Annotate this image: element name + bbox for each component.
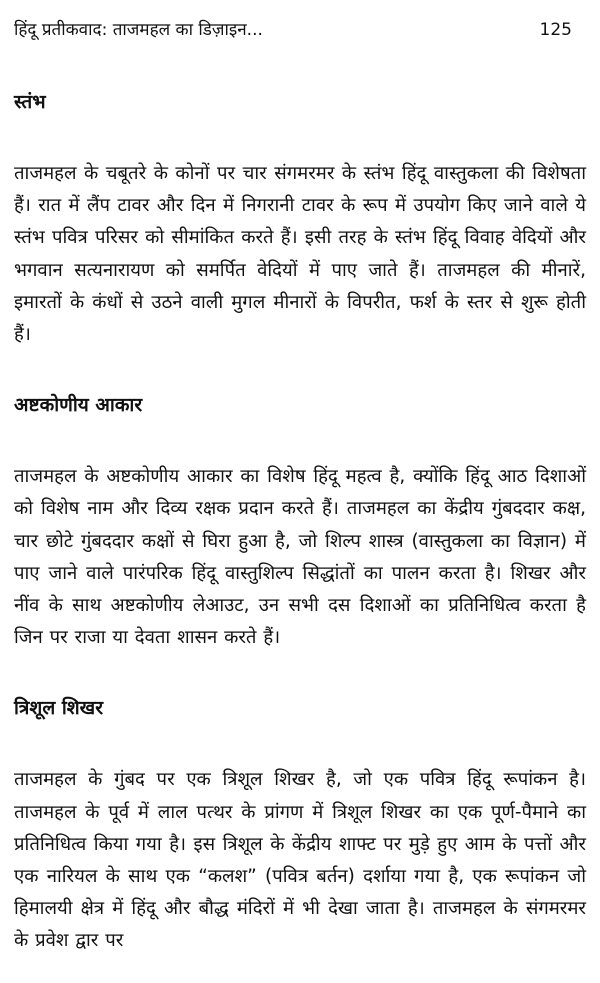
section-trident-pinnacle [14,694,586,957]
section-paragraph: ताजमहल के चबूतरे के कोनों पर चार संगमरमर के स्तंभ हिंदू वास्तुकला की विशेषता हैं। रात में लैंप टावर और दिन में निगरानी टावर के रूप में उपयोग किए जाने वाले ये स्तंभ पवित्र परिसर को सीमांकित करते हैं। इसी तरह के स्तंभ हिंदू विवाह वेदियों और भगवान सत्यनारायण को समर्पित वेदियों में पाए जाते हैं। ताजमहल की मीनारें, इमारतों के कंधों से उठने वाली मुगल मीनारों के विपरीत, फर्श के स्तर से शुरू होती हैं। [14,163,586,346]
section-octagonal-shape [14,391,586,654]
section-heading: अष्टकोणीय आकार [14,394,143,417]
section-paragraph: ताजमहल के अष्टकोणीय आकार का विशेष हिंदू महत्व है, क्योंकि हिंदू आठ दिशाओं को विशेष नाम और दिव्य रक्षक प्रदान करते हैं। ताजमहल का केंद्रीय गुंबददार कक्ष, चार छोटे गुंबददार कक्षों से घिरा हुआ है, जो शिल्प शास्त्र (वास्तुकला का विज्ञान) में पाए जाने वाले पारंपरिक हिंदू वास्तुशिल्प सिद्धांतों का पालन करता है। शिखर और नींव के साथ अष्टकोणीय लेआउट, उन सभी दस दिशाओं का प्रतिनिधित्व करता है जिन पर राजा या देवता शासन करते हैं। [14,466,586,649]
section-heading: त्रिशूल शिखर [14,697,103,720]
section-pillars [14,88,586,351]
section-paragraph: ताजमहल के गुंबद पर एक त्रिशूल शिखर है, जो एक पवित्र हिंदू रूपांकन है। ताजमहल के पूर्व में लाल पत्थर के प्रांगण में त्रिशूल शिखर का एक पूर्ण-पैमाने का प्रतिनिधित्व किया गया है। इस त्रिशूल के केंद्रीय शाफ्ट पर मुड़े हुए आम के पत्तों और एक नारियल के साथ एक “कलश” (पवित्र बर्तन) दर्शाया गया है, एक रूपांकन जो हिमालयी क्षेत्र में हिंदू और बौद्ध मंदिरों में भी देखा जाता है। ताजमहल के संगमरमर के प्रवेश द्वार पर [14,769,586,952]
page-content [14,88,586,958]
section-heading: स्तंभ [14,91,46,113]
page-number: 125 [539,20,572,40]
running-header [14,18,586,48]
running-title: हिंदू प्रतीकवाद: ताजमहल का डिज़ाइन... [14,20,263,40]
